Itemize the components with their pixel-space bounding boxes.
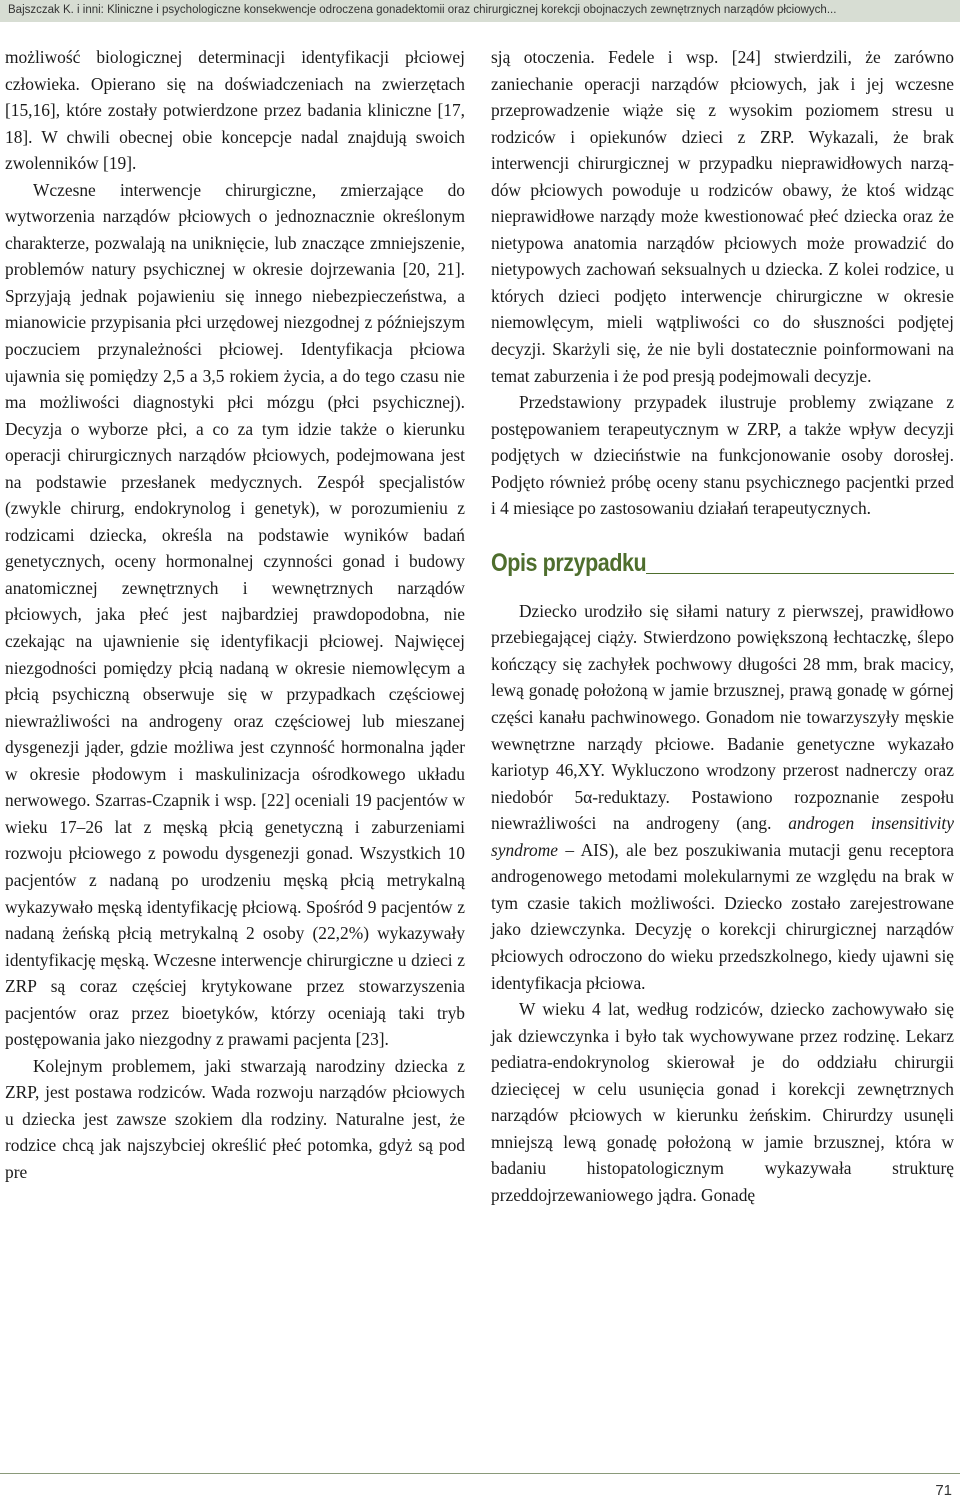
paragraph: W wieku 4 lat, według rodziców, dziecko zachowywało się jak dziewczynka i było tak wychowywane przez rodzinę. Lekarz pediatra-endokrynolog skierował je do oddziału chirurgii dziecięcej w celu usunięcia gonad i korekcji zewnętrznych narządów płciowych w kierunku żeńskim. Chirurdzy usunęli mniejszą lewą gonadę położoną w jamie brzusznej, która w badaniu histopatologicznym wykazywała strukturę przeddojrzewaniowego jądra. Gonadę: [491, 999, 954, 1205]
paragraph: [491, 598, 954, 996]
right-column: [491, 44, 954, 1208]
section-heading: [491, 540, 954, 578]
footer-rule: [0, 1473, 960, 1474]
paragraph: Wczesne interwencje chirurgiczne, zmierzające do wytworzenia narządów płciowych o jednoznacznie określonym charakterze, pozwalają na uniknięcie, lub znaczące zmniejszenie, problemów natury psychicznej w okresie dojrzewania [20, 21]. Sprzyjają jednak pojawieniu się innego niebezpieczeństwa, a mianowicie przypisania płci urzędowej niezgodnej z późniejszym poczuciem przynależności płciowej. Identyfikacja płciowa ujawnia się pomiędzy 2,5 a 3,5 rokiem życia, a do tego czasu nie ma możliwości diagnostyki płci mózgu (płci psychicznej). Decyzja o wyborze płci, a co za tym idzie także o kierunku operacji chirurgicznych narządów płciowych, podejmowana jest na podstawie przesłanek medycznych. Zespół specjalistów (zwykle chirurg, endokrynolog i genetyk), w porozumieniu z rodzicami dziecka, określa na podstawie wyników badań genetycznych, oceny hormonalnej czynności gonad i budowy anatomicznej zewnętrznych i wewnętrznych narządów płciowych, jaka płeć jest najbardziej prawdopodobna, nie czekając na ujawnienie się identyfikacji płciowej. Najwięcej niezgodności pomiędzy płcią nadaną w okresie niemowlęcym a płcią psychiczną obserwuje się w przypadkach częściowej niewrażliwości na androgeny oraz częściowej lub mieszanej dysgenezji jąder, gdzie możliwa jest czynność hormonalna jąder w okresie płodowym i maskulinizacja ośrodkowego układu nerwowego. Szarras-Czapnik i wsp. [22] oceniali 19 pacjentów w wieku 17–26 lat z męską płcią genetyczną i zaburzeniami rozwoju płciowego z powodu dysgenezji gonad. Wszystkich 10 pacjentów z nadaną po urodzeniu męską płcią metrykalną wykazywało męską identyfikację płciową. Spośród 9 pacjentów z nadaną żeńską płcią metrykalną 2 osoby (22,2%) wykazywały identyfikację męską. Wczesne interwencje chirurgiczne u dzieci z ZRP są coraz częściej krytykowane przez stowarzyszenia pacjentów oraz przez bioetyków, którzy oceniają taki tryb postępowania jako niezgodny z prawami pacjenta [23].: [5, 179, 465, 1050]
section-title: Opis przypadku: [491, 548, 647, 577]
paragraph-text: – AIS), ale bez poszukiwania mutacji genu receptora androgenowego metodami molekularnymi ze względu na brak w tym czasie takich możliwości. Dziecko zostało zarejestrowane jako dziewczynka. Decyzję o korekcji chirurgicznej narządów płciowych odroczono do wieku przedszkolnego, kiedy ujawni się identyfikacja płciowa.: [491, 839, 954, 993]
left-column: [5, 44, 465, 1186]
paragraph-text: Dziecko urodziło się siłami natury z pierwszej, prawidłowo przebiegającej ciąży. Stwierdzono powiększoną łechtaczkę, ślepo kończący się zachyłek pochwowy długości 28 mm, brak macicy, lewą gonadę położoną w jamie brzusznej, prawą gonadę w górnej części kanału pachwinowego. Gonadom nie towarzyszyły męskie wewnętrzne narządy płciowe. Badanie genetyczne wykazało kariotyp 46,XY. Wykluczono wrodzony przerost nadnerczy oraz niedobór 5α-reduktazy. Postawiono rozpoznanie zespołu niewrażliwości na androgeny (ang.: [491, 600, 954, 834]
running-header-title: Bajszczak K. i inni: Kliniczne i psychologiczne konsekwencje odroczena gonadektomii oraz chirurgicznej korekcji obojnaczych zewnętrznych narządów płciowych...: [8, 4, 837, 16]
page-number: 71: [935, 1482, 952, 1499]
paragraph: możliwość biologicznej determinacji identyfikacji płciowej człowieka. Opierano się na doświadczeniach na zwierzętach [15,16], które zostały potwierdzone przez badania kliniczne [17, 18]. W chwili obecnej obie koncepcje nadal znajdują swoich zwolenników [19].: [5, 47, 465, 174]
paragraph: Kolejnym problemem, jaki stwarzają narodziny dziecka z ZRP, jest postawa rodziców. Wada rozwoju narządów płciowych u dziecka jest zawsze szokiem dla rodziny. Naturalne jest, że rodzice chcą jak najszybciej określić płeć potomka, gdyż są pod pre: [5, 1055, 465, 1182]
section-rule: [646, 573, 954, 574]
italic-term: androgen insensitivity syndrome: [491, 813, 954, 860]
paragraph: sją otoczenia. Fedele i wsp. [24] stwierdzili, że zarówno zaniechanie operacji narządów płciowych, jak i jej wczesne przeprowadzenie wiąże się z wysokim poziomem stresu u rodziców i opiekunów dzieci z ZRP. Wykazali, że brak interwencji chirurgicznej w przypadku nieprawidłowych narządów płciowych powoduje u rodziców obawy, że ktoś widząc nieprawidłowe narządy może kwestionować płeć dziecka oraz że nietypowa anatomia narządów płciowych może prowadzić do nietypowych zachowań seksualnych u dziecka. Z kolei rodzice, u których dzieci podjęto interwencje chirurgiczne w okresie niemowlęcym, mieli wątpliwości co do słuszności podjętej decyzji. Skarżyli się, że nie byli dostatecznie poinformowani na temat zaburzenia i że pod presją podejmowali decyzje.: [491, 47, 954, 386]
paragraph: Przedstawiony przypadek ilustruje problemy związane z postępowaniem terapeutycznym w ZRP, a także wpływ decyzji podjętych w dzieciństwie na funkcjonowanie osoby dorosłej. Podjęto również próbę oceny stanu psychicznego pacjentki przed i 4 miesiące po zastosowaniu działań terapeutycznych.: [491, 392, 954, 519]
